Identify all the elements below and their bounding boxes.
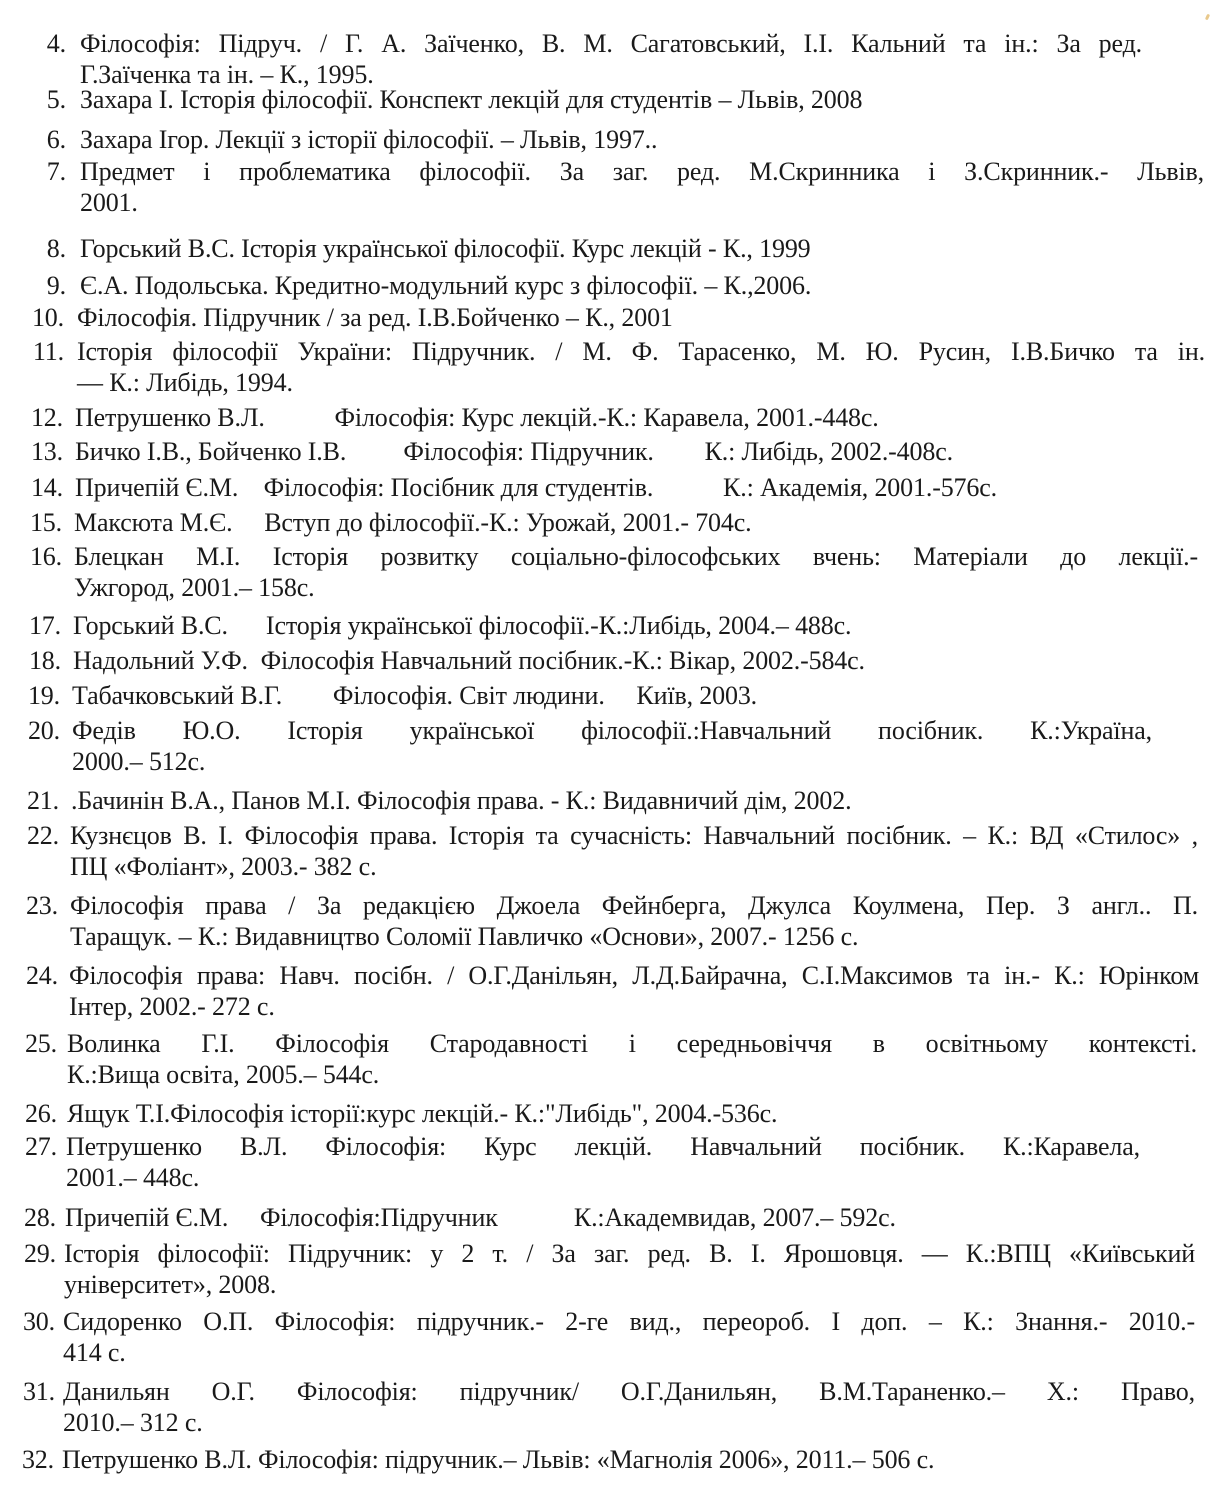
entry-text-line: 2001.– 448с. bbox=[66, 1163, 200, 1192]
entry-text-line: Предмет і проблематика філософії. За заг. ред. М.Скринника і З.Скринник.- Львів, bbox=[80, 157, 1204, 186]
entry-text-line: Філософія. Підручник / за ред. І.В.Бойченко – К., 2001 bbox=[77, 303, 673, 332]
entry-number: 15. bbox=[29, 508, 62, 537]
entry-number: 19. bbox=[27, 681, 60, 710]
entry-text-line: Причепій Є.М. Філософія: Посібник для студентів. К.: Академія, 2001.-576с. bbox=[75, 473, 997, 502]
entry-number: 9. bbox=[46, 271, 66, 300]
entry-text-line: університет», 2008. bbox=[64, 1270, 277, 1299]
entry-text-line: Табачковський В.Г. Філософія. Світ людини. Київ, 2003. bbox=[72, 681, 758, 710]
entry-number: 13. bbox=[30, 437, 63, 466]
entry-text-line: Горський В.С. Історія української філософії. Курс лекцій - К., 1999 bbox=[80, 234, 811, 263]
entry-number: 8. bbox=[46, 234, 66, 263]
entry-text-line: Є.А. Подольська. Кредитно-модульний курс з філософії. – К.,2006. bbox=[80, 271, 812, 300]
entry-text-line: Петрушенко В.Л. Філософія: Курс лекцій. Навчальний посібник. К.:Каравела, bbox=[66, 1132, 1140, 1161]
entry-text-line: Захара І. Історія філософії. Конспект лекцій для студентів – Львів, 2008 bbox=[80, 85, 863, 114]
entry-text-line: Історія філософії України: Підручник. / М. Ф. Тарасенко, М. Ю. Русин, І.В.Бичко та ін. bbox=[77, 337, 1205, 366]
entry-text-line: Бичко І.В., Бойченко І.В. Філософія: Підручник. К.: Либідь, 2002.-408с. bbox=[75, 437, 953, 466]
entry-text-line: — К.: Либідь, 1994. bbox=[77, 368, 293, 397]
entry-text-line: Максюта М.Є. Вступ до філософії.-К.: Урожай, 2001.- 704с. bbox=[74, 508, 752, 537]
entry-number: 12. bbox=[30, 403, 63, 432]
entry-text-line: К.:Вища освіта, 2005.– 544с. bbox=[67, 1060, 380, 1089]
entry-text-line: Сидоренко О.П. Філософія: підручник.- 2-ге вид., переороб. І доп. – К.: Знання.- 2010.- bbox=[63, 1307, 1195, 1336]
entry-text-line: Волинка Г.І. Філософія Стародавності і середньовіччя в освітньому контексті. bbox=[67, 1029, 1197, 1058]
entry-text-line: Історія філософії: Підручник: у 2 т. / За заг. ред. В. І. Ярошовця. — К.:ВПЦ «Київський bbox=[64, 1239, 1195, 1268]
entry-number: 17. bbox=[28, 611, 61, 640]
entry-text-line: .Бачинін В.А., Панов М.І. Філософія права. - К.: Видавничий дім, 2002. bbox=[71, 786, 852, 815]
entry-text-line: Надольний У.Ф. Філософія Навчальний посібник.-К.: Вікар, 2002.-584с. bbox=[73, 646, 865, 675]
entry-text-line: Петрушенко В.Л. Філософія: підручник.– Львів: «Магнолія 2006», 2011.– 506 с. bbox=[62, 1445, 935, 1474]
entry-text-line: Філософія: Підруч. / Г. А. Заїченко, В. М. Сагатовський, І.І. Кальний та ін.: За ред. bbox=[80, 29, 1142, 58]
entry-text-line: 2010.– 312 с. bbox=[63, 1408, 203, 1437]
entry-number: 24. bbox=[25, 961, 58, 990]
entry-text-line: Горський В.С. Історія української філософії.-К.:Либідь, 2004.– 488с. bbox=[73, 611, 852, 640]
entry-text-line: Ящук Т.І.Філософія історії:курс лекцій.- К.:"Либідь", 2004.-536с. bbox=[67, 1099, 778, 1128]
entry-text-line: Данильян О.Г. Філософія: підручник/ О.Г.Данильян, В.М.Тараненко.– Х.: Право, bbox=[63, 1377, 1195, 1406]
entry-text-line: Ужгород, 2001.– 158с. bbox=[74, 573, 315, 602]
entry-number: 21. bbox=[26, 786, 59, 815]
entry-text-line: Блецкан М.І. Історія розвитку соціально-філософських вчень: Матеріали до лекції.- bbox=[74, 542, 1198, 571]
entry-number: 26. bbox=[24, 1099, 57, 1128]
entry-text-line: Кузнєцов В. І. Філософія права. Історія та сучасність: Навчальний посібник. – К.: ВД «Стилос» , bbox=[70, 821, 1198, 850]
entry-text-line: 2000.– 512с. bbox=[72, 747, 206, 776]
entry-text-line: ПЦ «Фоліант», 2003.- 382 с. bbox=[70, 852, 377, 881]
entry-text-line: Інтер, 2002.- 272 с. bbox=[69, 992, 275, 1021]
entry-text-line: Таращук. – К.: Видавництво Соломії Павличко «Основи», 2007.- 1256 с. bbox=[70, 922, 859, 951]
entry-number: 16. bbox=[29, 542, 62, 571]
entry-number: 5. bbox=[46, 85, 66, 114]
entry-number: 30. bbox=[22, 1307, 55, 1336]
entry-number: 29. bbox=[23, 1239, 56, 1268]
entry-number: 18. bbox=[28, 646, 61, 675]
entry-text-line: 2001. bbox=[80, 188, 138, 217]
entry-text-line: Федів Ю.О. Історія української філософії.:Навчальний посібник. К.:Україна, bbox=[72, 716, 1152, 745]
entry-text-line: Захара Ігор. Лекції з історії філософії. – Львів, 1997.. bbox=[80, 125, 658, 154]
entry-text-line: Філософія права: Навч. посібн. / О.Г.Данільян, Л.Д.Байрачна, С.І.Максимов та ін.- К.: Юрінком bbox=[69, 961, 1199, 990]
entry-number: 31. bbox=[22, 1377, 55, 1406]
entry-text-line: Причепій Є.М. Філософія:Підручник К.:Академвидав, 2007.– 592с. bbox=[65, 1203, 896, 1232]
entry-text-line: 414 с. bbox=[63, 1338, 126, 1367]
entry-number: 27. bbox=[24, 1132, 57, 1161]
paper-speck bbox=[1205, 14, 1210, 21]
entry-number: 7. bbox=[46, 157, 66, 186]
entry-number: 11. bbox=[32, 337, 64, 366]
entry-number: 14. bbox=[30, 473, 63, 502]
entry-number: 22. bbox=[26, 821, 59, 850]
entry-text-line: Петрушенко В.Л. Філософія: Курс лекцій.-К.: Каравела, 2001.-448с. bbox=[75, 403, 879, 432]
entry-number: 10. bbox=[31, 303, 64, 332]
entry-text-line: Г.Заїченка та ін. – К., 1995. bbox=[80, 60, 374, 89]
entry-number: 25. bbox=[24, 1029, 57, 1058]
entry-number: 32. bbox=[21, 1445, 54, 1474]
entry-text-line: Філософія права / За редакцією Джоела Фейнберга, Джулса Коулмена, Пер. З англ.. П. bbox=[70, 891, 1198, 920]
entry-number: 28. bbox=[23, 1203, 56, 1232]
entry-number: 4. bbox=[46, 29, 66, 58]
entry-number: 6. bbox=[46, 125, 66, 154]
entry-number: 23. bbox=[25, 891, 58, 920]
entry-number: 20. bbox=[27, 716, 60, 745]
